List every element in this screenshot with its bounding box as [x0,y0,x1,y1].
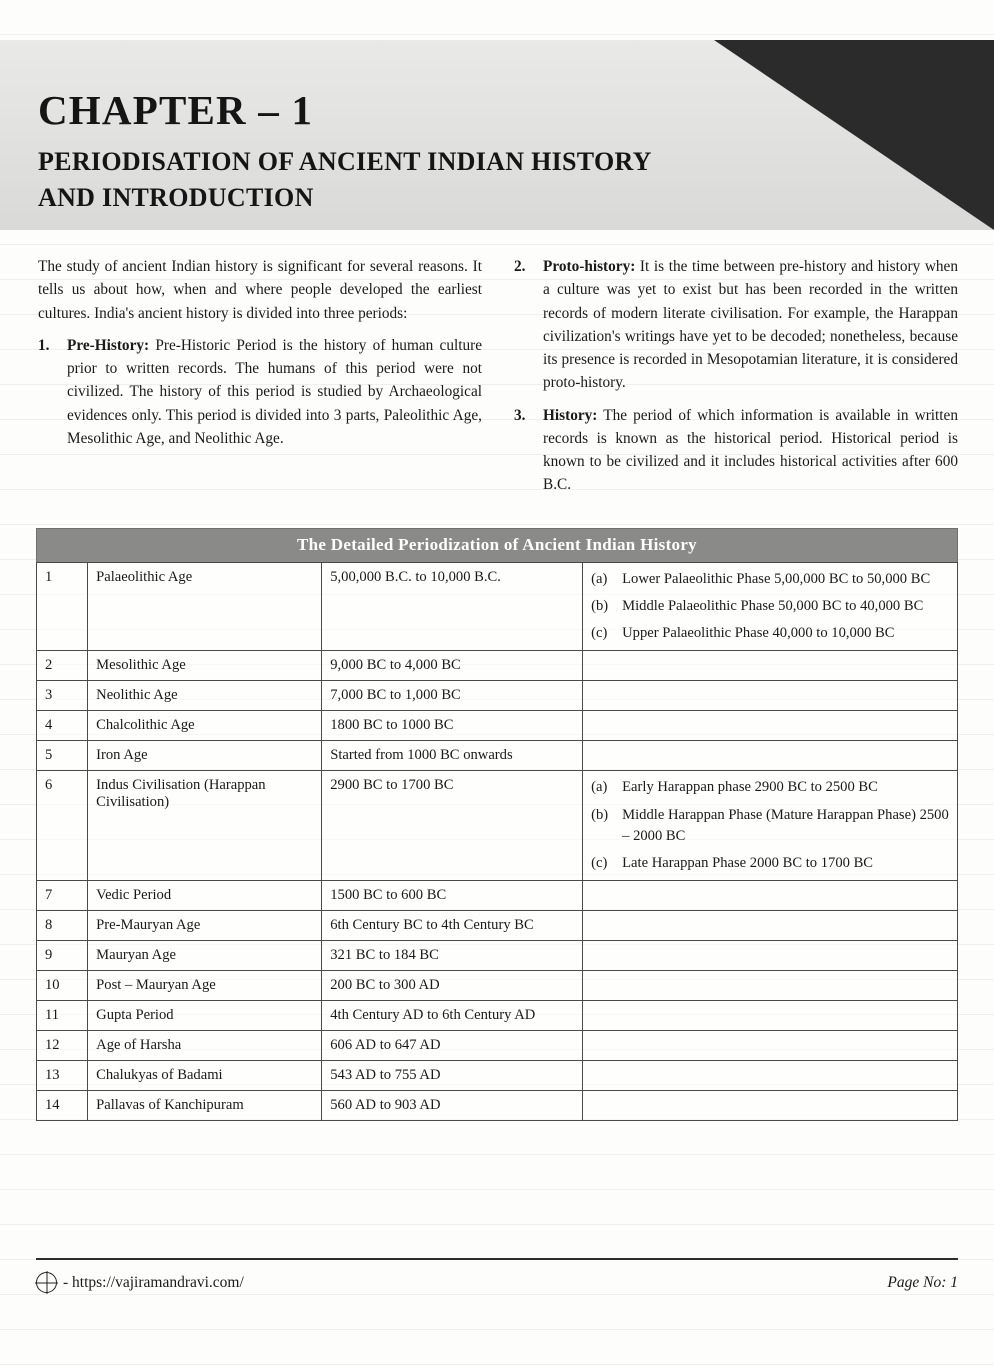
cell-phases [583,911,958,941]
chapter-title-line-1: PERIODISATION OF ANCIENT INDIAN HISTORY [38,147,652,176]
phase-text: Upper Palaeolithic Phase 40,000 to 10,000 BC [622,625,895,642]
table-caption: The Detailed Periodization of Ancient Indian History [36,528,958,562]
table-row [37,741,958,771]
list-item-lead: History: [543,406,598,424]
phase-label: (a) [591,779,608,796]
phase-label: (b) [591,806,609,823]
cell-date-range: 1500 BC to 600 BC [322,881,583,911]
cell-period-name: Vedic Period [88,881,322,911]
cell-date-range: 1800 BC to 1000 BC [322,711,583,741]
cell-phases [583,1001,958,1031]
phase-item [591,596,949,617]
cell-period-name: Indus Civilisation (Harappan Civilisation) [88,771,322,881]
phase-label: (c) [591,625,608,642]
list-item-number: 2. [514,258,526,275]
chapter-title-line-2: AND INTRODUCTION [38,182,314,212]
cell-date-range: 7,000 BC to 1,000 BC [322,681,583,711]
right-column-list [514,255,958,497]
right-column [514,255,958,506]
cell-serial: 5 [37,741,88,771]
cell-period-name: Gupta Period [88,1001,322,1031]
phase-label: (a) [591,571,608,587]
table-row [37,1091,958,1121]
table-row [37,1001,958,1031]
table-row [37,651,958,681]
cell-date-range: Started from 1000 BC onwards [322,741,583,771]
cell-phases [583,1061,958,1091]
cell-period-name: Post – Mauryan Age [88,971,322,1001]
phase-label: (b) [591,598,609,615]
footer-url-text[interactable]: - https://vajiramandravi.com/ [63,1273,244,1291]
phase-text: Middle Palaeolithic Phase 50,000 BC to 40,000 BC [622,598,924,615]
periodization-table [36,562,958,1121]
cell-period-name: Age of Harsha [88,1031,322,1061]
cell-date-range: 321 BC to 184 BC [322,941,583,971]
phase-label: (c) [591,854,608,871]
cell-period-name: Chalukyas of Badami [88,1061,322,1091]
cell-date-range: 2900 BC to 1700 BC [322,771,583,881]
list-item-text: The period of which information is available in written records is known as the historical period. Historical period is known to be civilized and it includes historical activities after 600 B.C. [543,406,958,494]
cell-phases [583,681,958,711]
cell-date-range: 543 AD to 755 AD [322,1061,583,1091]
phase-text: Early Harappan phase 2900 BC to 2500 BC [622,779,878,796]
footer-website[interactable] [36,1272,244,1293]
phase-text: Middle Harappan Phase (Mature Harappan Phase) 2500 – 2000 BC [622,806,949,844]
cell-serial: 4 [37,711,88,741]
cell-serial: 8 [37,911,88,941]
list-item-text: It is the time between pre-history and history when a culture was yet to exist but has been recorded in the written records of modern literate civilisation. For example, the Harappan civilization's writings have yet to be decoded; nonetheless, because its presence is recorded in Mesopotamian literature, it is considered proto-history. [543,258,958,392]
periodization-table-wrapper [36,528,958,1121]
cell-serial: 10 [37,971,88,1001]
list-item [514,404,958,497]
cell-serial: 9 [37,941,88,971]
cell-phases [583,1031,958,1061]
cell-period-name: Mesolithic Age [88,651,322,681]
cell-phases [583,741,958,771]
cell-period-name: Pallavas of Kanchipuram [88,1091,322,1121]
page-footer [36,1272,958,1293]
cell-phases [583,771,958,881]
table-row [37,1031,958,1061]
table-row [37,711,958,741]
cell-serial: 3 [37,681,88,711]
phase-item [591,569,949,590]
phase-item [591,805,949,847]
list-item-number: 1. [38,336,50,354]
body-columns [38,255,958,506]
cell-serial: 12 [37,1031,88,1061]
list-item-lead: Proto-history: [543,258,636,275]
phase-item [591,777,949,798]
cell-period-name: Mauryan Age [88,941,322,971]
cell-phases [583,971,958,1001]
cell-period-name: Chalcolithic Age [88,711,322,741]
page-number: Page No: 1 [887,1273,958,1291]
intro-paragraph: The study of ancient Indian history is significant for several reasons. It tells us about how, when and where people developed the earliest cultures. India's ancient history is divided into three periods: [38,258,482,322]
cell-date-range: 9,000 BC to 4,000 BC [322,651,583,681]
cell-period-name: Neolithic Age [88,681,322,711]
cell-phases [583,1091,958,1121]
cell-date-range: 200 BC to 300 AD [322,971,583,1001]
cell-period-name: Pre-Mauryan Age [88,911,322,941]
table-row [37,681,958,711]
cell-phases [583,711,958,741]
chapter-header-text [38,86,758,216]
cell-phases [583,881,958,911]
cell-serial: 1 [37,563,88,651]
cell-serial: 14 [37,1091,88,1121]
table-row [37,1061,958,1091]
table-row [37,563,958,651]
cell-period-name: Iron Age [88,741,322,771]
table-body [37,563,958,1121]
chapter-number: CHAPTER – 1 [38,87,314,133]
table-row [37,941,958,971]
cell-serial: 2 [37,651,88,681]
cell-phases [583,651,958,681]
cell-phases [583,563,958,651]
phase-text: Lower Palaeolithic Phase 5,00,000 BC to 50,000 BC [622,571,931,587]
globe-icon [36,1272,57,1293]
cell-phases [583,941,958,971]
table-row [37,881,958,911]
list-item-lead: Pre-History: [67,336,150,354]
list-item-number: 3. [514,406,526,424]
cell-date-range: 6th Century BC to 4th Century BC [322,911,583,941]
left-column-list [38,334,482,450]
list-item-text: Pre-Historic Period is the history of human culture prior to written records. The humans of this period were not civilized. The history of this period is studied by Archaeological evidences only. This period is divided into 3 parts, Paleolithic Age, Mesolithic Age, and Neolithic Age. [67,336,482,447]
cell-period-name: Palaeolithic Age [88,563,322,651]
chapter-header-band [0,40,994,230]
list-item [38,334,482,450]
table-row [37,971,958,1001]
cell-date-range: 606 AD to 647 AD [322,1031,583,1061]
cell-serial: 6 [37,771,88,881]
left-column [38,255,482,506]
footer-divider [36,1258,958,1260]
phase-text: Late Harappan Phase 2000 BC to 1700 BC [622,854,874,871]
cell-date-range: 4th Century AD to 6th Century AD [322,1001,583,1031]
cell-serial: 7 [37,881,88,911]
cell-date-range: 560 AD to 903 AD [322,1091,583,1121]
table-row [37,771,958,881]
phase-item [591,623,949,644]
cell-date-range: 5,00,000 B.C. to 10,000 B.C. [322,563,583,651]
phase-item [591,853,949,874]
list-item [514,255,958,395]
table-row [37,911,958,941]
cell-serial: 13 [37,1061,88,1091]
cell-serial: 11 [37,1001,88,1031]
